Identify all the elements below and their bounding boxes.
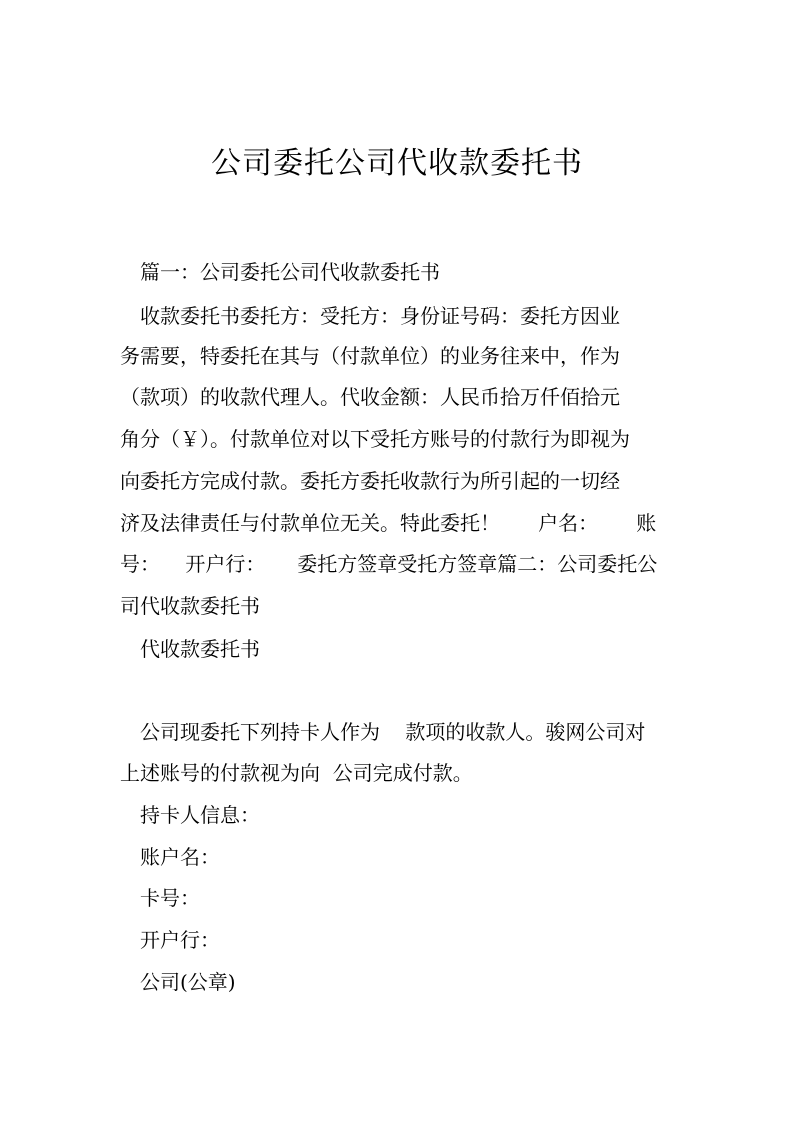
document-title: 公司委托公司代收款委托书 <box>211 146 583 181</box>
section-heading-2: 代收款委托书 <box>140 637 260 661</box>
paragraph-line: （款项）的收款代理人。代收金额：人民币拾万仟佰拾元 <box>120 385 620 409</box>
paragraph-line: 号： 开户行： 委托方签章受托方签章篇二：公司委托公 <box>120 552 658 576</box>
account-name-label: 账户名： <box>140 845 220 869</box>
bank-label: 开户行： <box>140 928 220 952</box>
paragraph-line: 务需要，特委托在其与（付款单位）的业务往来中，作为 <box>120 344 620 368</box>
paragraph-line: 公司现委托下列持卡人作为 款项的收款人。骏网公司对 <box>140 720 646 744</box>
paragraph-line: 上述账号的付款视为向 公司完成付款。 <box>120 761 473 785</box>
paragraph-line: 收款委托书委托方：受托方：身份证号码：委托方因业 <box>140 304 620 328</box>
paragraph-line: 司代收款委托书 <box>120 594 260 618</box>
paragraph-line: 向委托方完成付款。委托方委托收款行为所引起的一切经 <box>120 469 620 493</box>
section-heading-1: 篇一：公司委托公司代收款委托书 <box>140 260 440 284</box>
company-seal-label: 公司(公章) <box>140 970 236 994</box>
paragraph-line: 济及法律责任与付款单位无关。特此委托！ 户名： 账 <box>120 511 657 535</box>
paragraph-line: 角分（￥）。付款单位对以下受托方账号的付款行为即视为 <box>120 427 630 451</box>
card-number-label: 卡号： <box>140 886 200 910</box>
cardholder-info-label: 持卡人信息： <box>140 803 260 827</box>
